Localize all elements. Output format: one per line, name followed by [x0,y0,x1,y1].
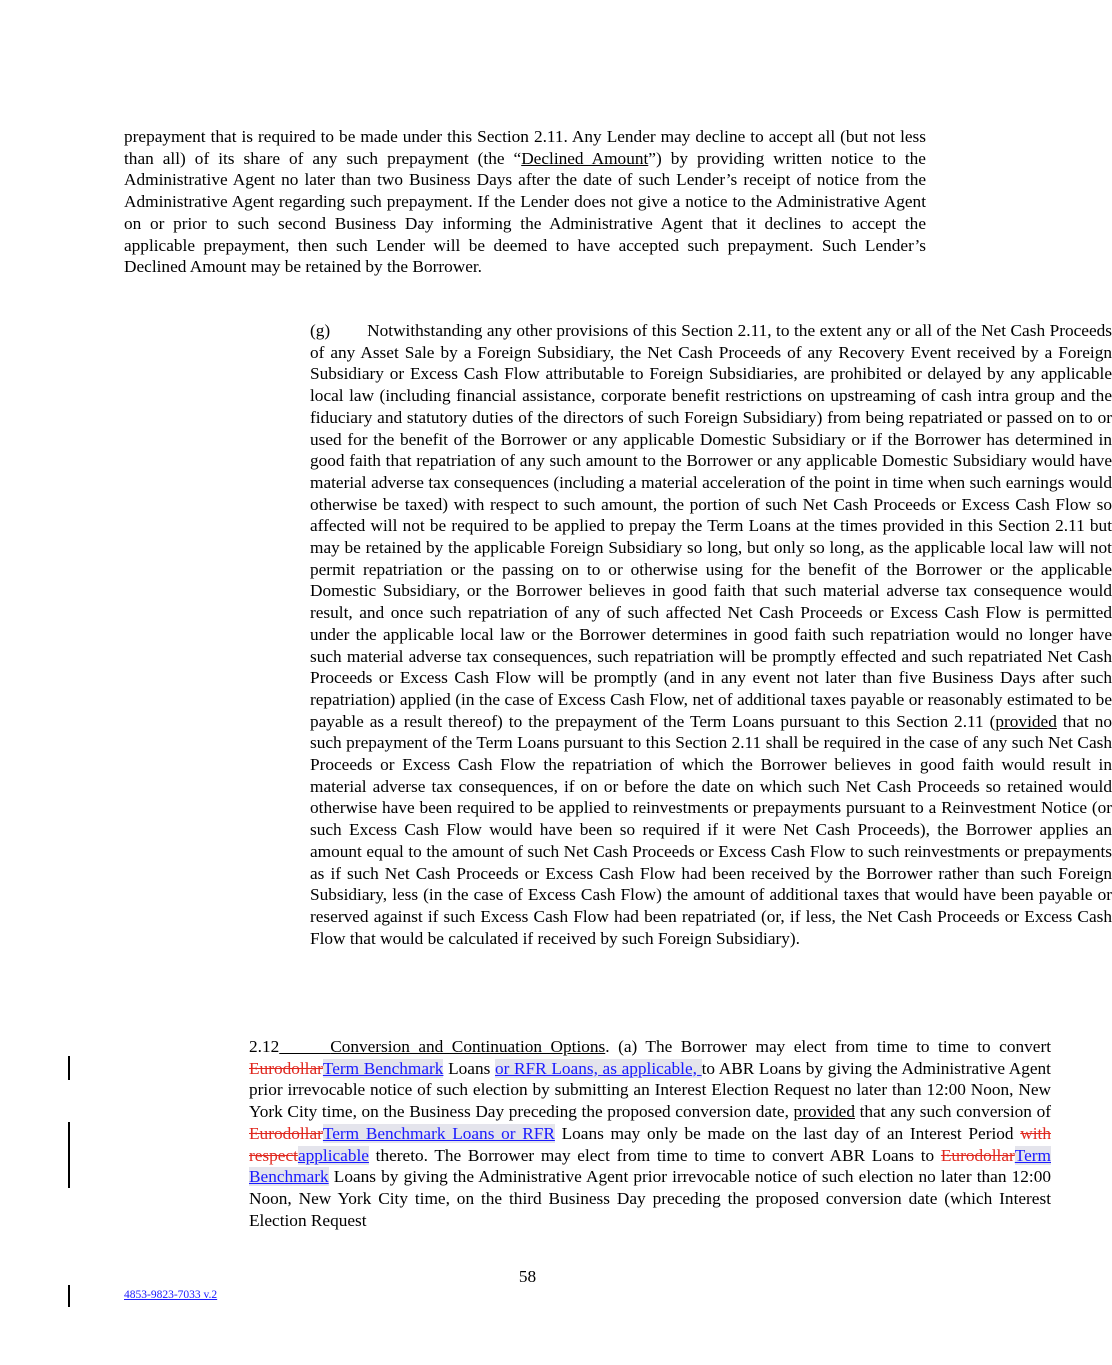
text-run: that any such conversion of [854,1102,1051,1122]
section-number: 2.12 [249,1037,280,1056]
text-run: . (a) The Borrower may elect from time to time to convert [605,1037,1052,1056]
text-run: ”) by providing written notice to the Administrative Agent no later than two Business Days after the date of such Lender’s receipt of notice from the Administrative Agent regarding such prepayment. If the Lender does not give a notice to the Administrative Agent on or prior to such second Business Day informing the Administrative Agent that it declines to accept the applicable prepayment, then such Lender will be deemed to have accepted such prepayment. Such Lender’s Declined Amount may be retained by the Borrower. [124,148,926,277]
change-bar [68,1056,70,1080]
text-run: Loans [443,1058,495,1078]
inserted-text: or RFR Loans, as applicable, [494,1058,702,1078]
section-2-12 [124,1036,1051,1231]
inserted-text: Term Benchmark Loans or RFR [322,1123,555,1143]
section-heading: Conversion and Continuation Options [330,1037,606,1056]
change-bar [68,1122,70,1188]
text-run: thereto. The Borrower may elect from time to time to convert ABR Loans to [368,1145,941,1165]
change-bar [68,1285,70,1307]
defined-term-declined-amount: Declined Amount [521,148,649,168]
inserted-text: Term Benchmark [249,1145,1051,1187]
deleted-text: Eurodollar [249,1123,323,1143]
term-provided: provided [793,1102,855,1122]
page-number: 58 [518,1267,537,1286]
term-provided: provided [995,711,1057,731]
deleted-text: Eurodollar [249,1058,323,1078]
document-id: 4853-9823-7033 v.2 [124,1289,218,1301]
text-run: Loans may only be made on the last day of an Interest Period [554,1123,1021,1143]
text-run: Loans by giving the Administrative Agent prior irrevocable notice of such election no later than 12:00 Noon, New York City time, on the third Business Day preceding the proposed conversion date (which Interest Election Request [249,1167,1051,1230]
paragraph-label: (g) [310,321,331,340]
deleted-text: Eurodollar [940,1145,1015,1165]
text-run: to ABR Loans by giving the Administrative Agent prior irrevocable notice of such election by submitting an Interest Election Request no later than 12:00 Noon, New York City time, on the Business Day preceding the proposed conversion date, [249,1058,1051,1122]
text-run: Notwithstanding any other provisions of this Section 2.11, to the extent any or all of the Net Cash Proceeds of any Asset Sale by a Foreign Subsidiary, the Net Cash Proceeds of any Recovery Event received by a Foreign Subsidiary or Excess Cash Flow attributable to Foreign Subsidiaries, are prohibited or delayed by any applicable local law (including financial assistance, corporate benefit restrictions on upstreaming of cash intra group and the fiduciary and statutory duties of the directors of such Foreign Subsidiary) from being repatriated or passed on to or used for the benefit of the Borrower or any applicable Domestic Subsidiary or if the Borrower has determined in good faith that repatriation of any such amount to the Borrower or any applicable Domestic Subsidiary would have material adverse tax consequences (including a material acceleration of the point in time when such earnings would otherwise be taxed) with respect to such amount, the portion of such Net Cash Proceeds or Excess Cash Flow so affected will not be required to be applied to prepay the Term Loans at the times provided in this Section 2.11 but may be retained by the applicable Foreign Subsidiary so long, but only so long, as the applicable local law will not permit repatriation or the passing on to or otherwise using for the benefit of the Borrower or the applicable Domestic Subsidiary, or the Borrower believes in good faith that such material adverse tax consequence would result, and once such repatriation of any of such affected Net Cash Proceeds or Excess Cash Flow is permitted under the applicable local law or the Borrower determines in good faith such repatriation would no longer have such material adverse tax consequences, such repatriation will be promptly effected and such repatriated Net Cash Proceeds or Excess Cash Flow will be promptly (and in any event not later than five Business Days after such repatriation) applied (in the case of Excess Cash Flow, net of additional taxes payable or reasonably estimated to be payable as a result thereof) to the prepayment of the Term Loans pursuant to this Section 2.11 ( [310,321,1112,731]
inserted-text: applicable [297,1145,369,1165]
text-run: that no such prepayment of the Term Loans pursuant to this Section 2.11 shall be required in the case of any such Net Cash Proceeds or Excess Cash Flow the repatriation of which the Borrower believes in good faith would result in material adverse tax consequences, if on or before the date on which such Net Cash Proceeds so retained would otherwise have been required to be applied to reinvestments or prepayments pursuant to a Reinvestment Notice (or such Excess Cash Flow would have been so required if it were Net Cash Proceeds), the Borrower applies an amount equal to the amount of such Net Cash Proceeds or Excess Cash Flow to such reinvestments or prepayments as if such Net Cash Proceeds or Excess Cash Flow had been received by the Borrower rather than such Foreign Subsidiary, less (in the case of Excess Cash Flow) the amount of additional taxes that would have been payable or reserved against if such Excess Cash Flow had been repatriated (or, if less, the Net Cash Proceeds or Excess Cash Flow that would be calculated if received by such Foreign Subsidiary). [310,711,1112,948]
paragraph-g [124,320,1112,949]
deleted-text: with respect [249,1123,1051,1165]
inserted-text: Term Benchmark [322,1058,444,1078]
paragraph-prepayment-declined [124,126,926,278]
text-run: prepayment that is required to be made under this Section 2.11. Any Lender may decline to accept all (but not less than all) of its share of any such prepayment (the “ [124,127,926,168]
